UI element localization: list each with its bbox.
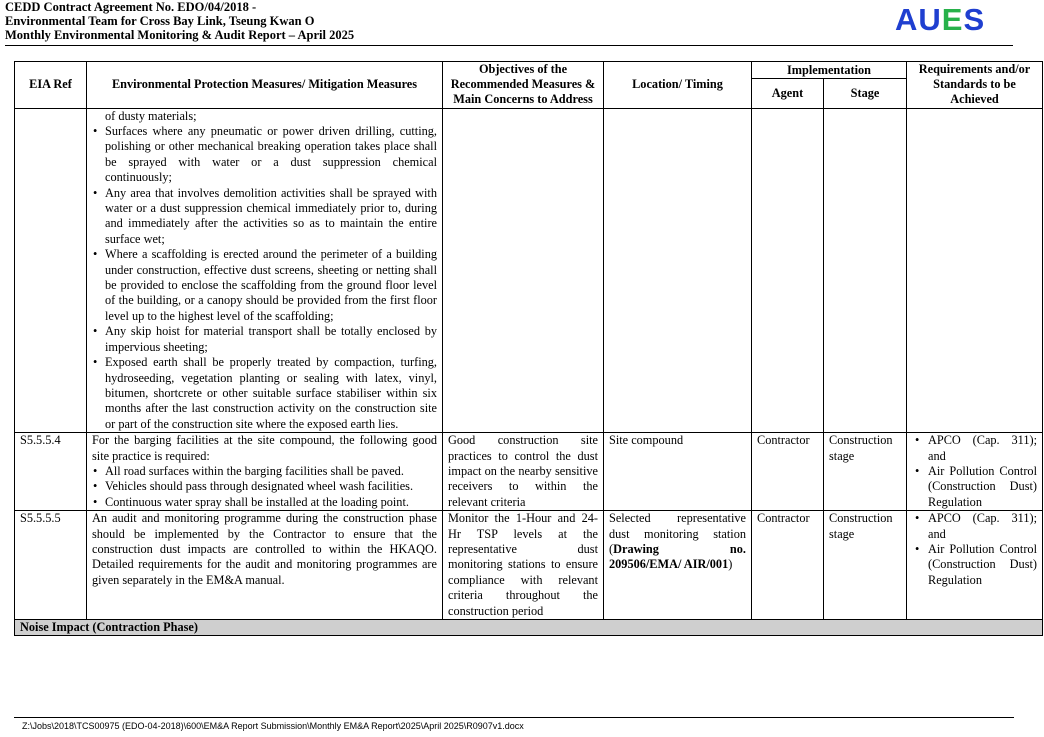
col-header-stage: Stage	[824, 79, 907, 108]
measures-bullet-list	[92, 124, 437, 432]
team-line: Environmental Team for Cross Bay Link, Tseung Kwan O	[5, 14, 315, 28]
drawing-reference: Drawing no. 209506/EMA/ AIR/001	[609, 541, 746, 572]
agent-cell: Contractor	[752, 433, 824, 511]
list-item: • All road surfaces within the barging facilities shall be paved.	[105, 464, 437, 479]
header-divider	[5, 45, 1013, 46]
section-heading: Noise Impact (Contraction Phase)	[15, 620, 1043, 636]
list-item: • Continuous water spray shall be installed at the loading point.	[105, 495, 437, 510]
list-item: • Any area that involves demolition activities shall be sprayed with water or a dust suppression chemical immediately prior to, during and immediately after the activities so as to maintain the entire surface wet;	[105, 186, 437, 248]
measures-cell	[87, 433, 443, 511]
file-path-footer: Z:\Jobs\2018\TCS00975 (EDO-04-2018)\600\EM&A Report Submission\Monthly EM&A Report\2025\April 2025\R0907v1.docx	[22, 721, 524, 731]
mitigation-measures-table	[14, 61, 1043, 636]
list-item: • Air Pollution Control (Construction Dust) Regulation	[928, 464, 1037, 510]
eia-ref-cell: S5.5.5.4	[15, 433, 87, 511]
agent-cell: Contractor	[752, 511, 824, 620]
section-heading-row	[15, 620, 1043, 636]
eia-ref-cell: S5.5.5.5	[15, 511, 87, 620]
col-header-objectives: Objectives of the Recommended Measures & Main Concerns to Address	[443, 62, 604, 109]
measures-intro: For the barging facilities at the site compound, the following good site practice is required:	[92, 433, 437, 463]
requirements-cell	[907, 511, 1043, 620]
table-row	[15, 511, 1043, 620]
col-header-measures: Environmental Protection Measures/ Mitigation Measures	[87, 62, 443, 109]
list-item: • APCO (Cap. 311); and	[928, 511, 1037, 542]
objectives-cell: Good construction site practices to control the dust impact on the nearby sensitive receivers to within the relevant criteria	[443, 433, 604, 511]
objectives-cell: Monitor the 1-Hour and 24-Hr TSP levels at the representative dust monitoring stations to ensure compliance with relevant criteria throughout the construction period	[443, 511, 604, 620]
table-row	[15, 433, 1043, 511]
document-header	[5, 0, 354, 42]
list-item: • Where a scaffolding is erected around the perimeter of a building under construction, effective dust screens, sheeting or netting shall be provided to enclose the scaffolding from the ground floor level of the building, or a canopy should be provided from the first floor level up to the highest level of the scaffolding;	[105, 247, 437, 324]
location-cell: Selected representative dust monitoring station (Drawing no. 209506/EMA/ AIR/001)	[604, 511, 752, 620]
table-row	[15, 108, 1043, 433]
contract-line: CEDD Contract Agreement No. EDO/04/2018 -	[5, 0, 257, 14]
location-cell: Site compound	[604, 433, 752, 511]
col-header-eia-ref: EIA Ref	[15, 62, 87, 109]
report-title-line: Monthly Environmental Monitoring & Audit Report – April 2025	[5, 28, 355, 42]
measures-cell: An audit and monitoring programme during the construction phase should be implemented by the Contractor to ensure that the construction dust impacts are controlled to within the HKAQO. Detailed requirements for the audit and monitoring programmes are given separately in the EM&A manual.	[87, 511, 443, 620]
aues-logo: AUES	[895, 2, 986, 37]
list-item: • Surfaces where any pneumatic or power driven drilling, cutting, polishing or other mechanical breaking operation takes place shall be sprayed with water or a dust suppression chemical continuously;	[105, 124, 437, 186]
requirements-cell	[907, 433, 1043, 511]
list-item: • Vehicles should pass through designated wheel wash facilities.	[105, 479, 437, 494]
list-item: • Any skip hoist for material transport shall be totally enclosed by impervious sheeting;	[105, 324, 437, 355]
list-item: • Exposed earth shall be properly treated by compaction, turfing, hydroseeding, vegetation planting or sealing with latex, vinyl, bitumen, shortcrete or other suitable surface stabiliser within six months after the last construction activity on the construction site or part of the construction site where the exposed earth lies.	[105, 355, 437, 432]
stage-cell: Construction stage	[824, 511, 907, 620]
list-item: • Air Pollution Control (Construction Dust) Regulation	[928, 542, 1037, 588]
col-header-agent: Agent	[752, 79, 824, 108]
measures-cell	[87, 108, 443, 433]
stage-cell: Construction stage	[824, 433, 907, 511]
measures-bullet-list	[92, 464, 437, 510]
col-header-location: Location/ Timing	[604, 62, 752, 109]
list-item: • APCO (Cap. 311); and	[928, 433, 1037, 464]
col-header-requirements: Requirements and/or Standards to be Achieved	[907, 62, 1043, 109]
col-header-implementation: Implementation	[752, 62, 907, 79]
continued-text: of dusty materials;	[105, 108, 197, 123]
footer-divider	[14, 717, 1014, 718]
